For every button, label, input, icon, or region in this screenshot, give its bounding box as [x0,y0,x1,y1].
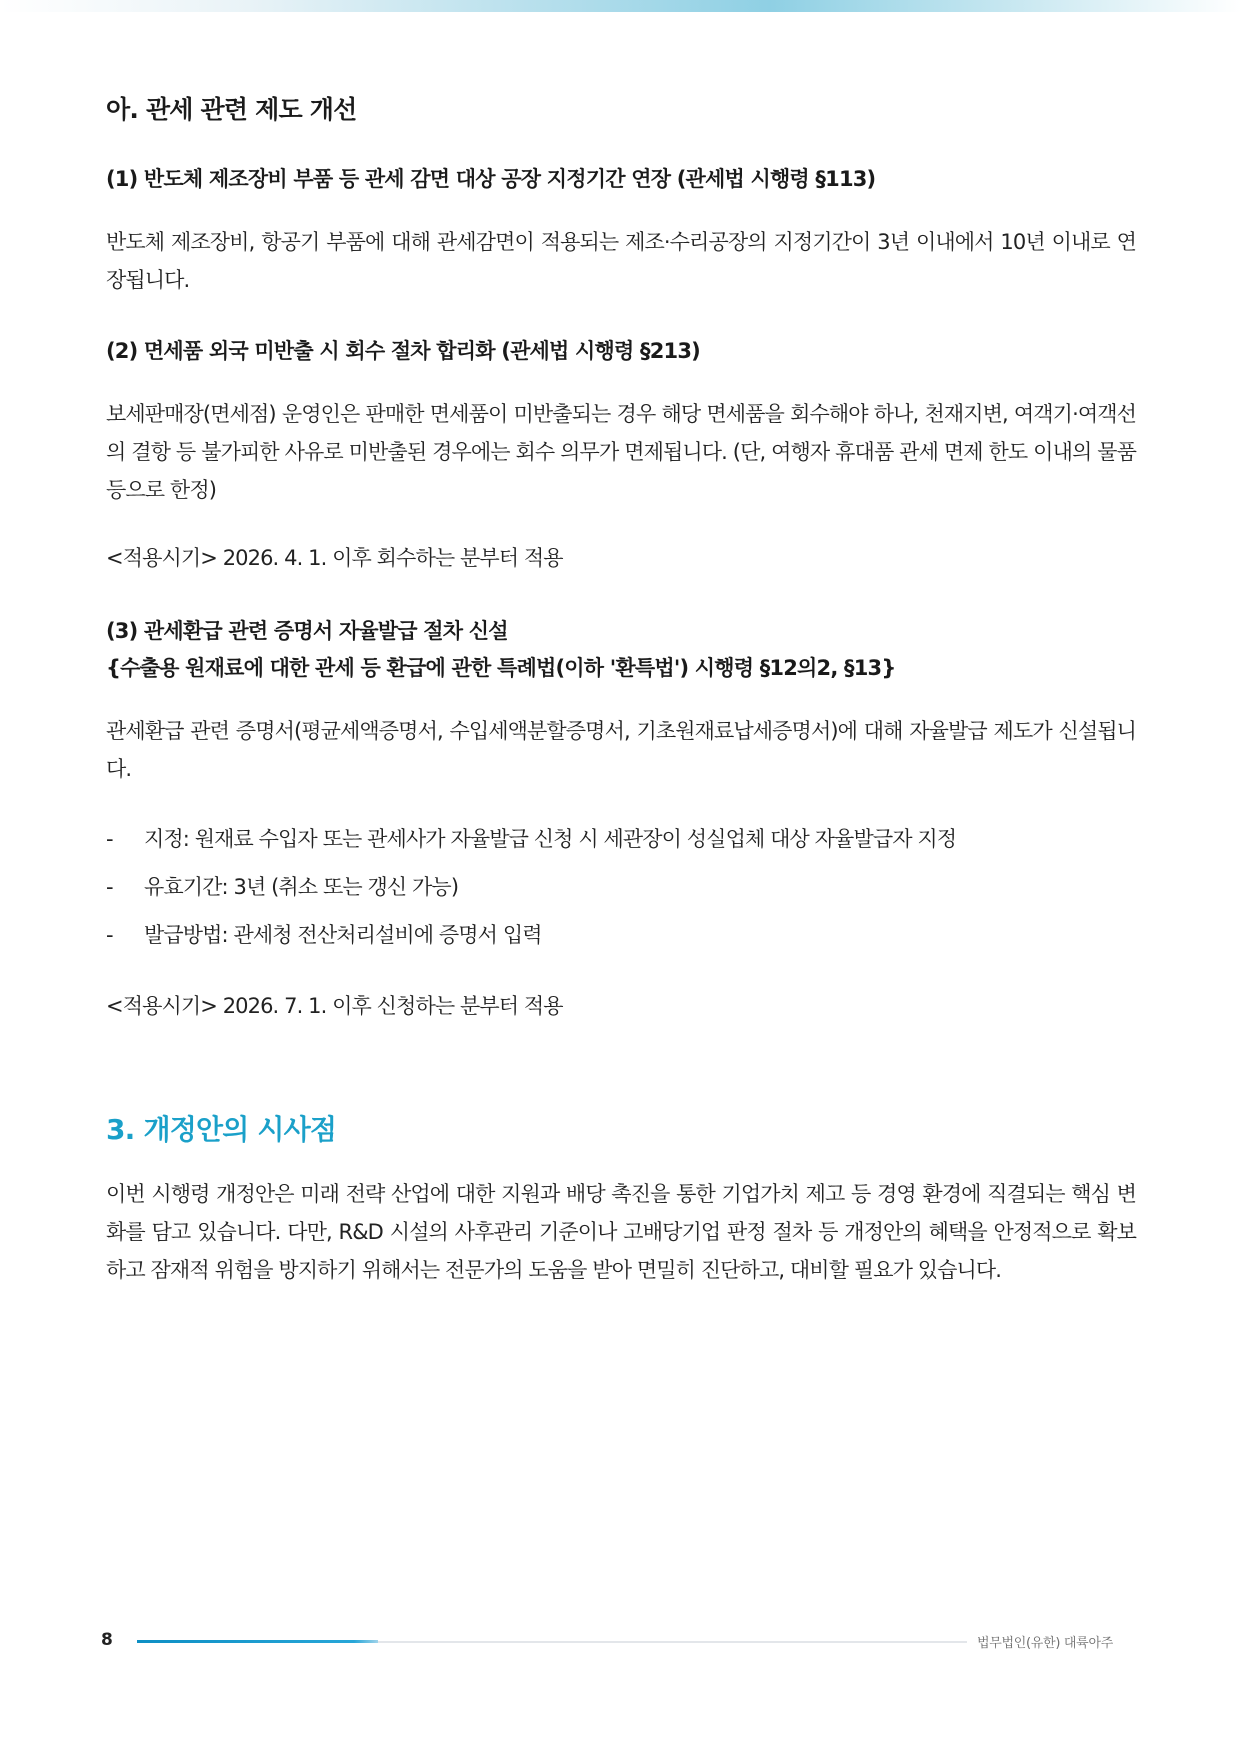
section-heading: 아. 관세 관련 제도 개선 [106,95,357,124]
item-1-title: (1) 반도체 제조장비 부품 등 관세 감면 대상 공장 지정기간 연장 (관세법 시행령 §113) [106,167,876,191]
item-3-title-line2: {수출용 원재료에 대한 관세 등 환급에 관한 특례법(이하 '환특법') 시행령 §12의2, §13} [106,656,896,680]
page-number: 8 [101,1630,113,1650]
item-3-body: 관세환급 관련 증명서(평균세액증명서, 수입세액분할증명서, 기초원재료납세증명서)에 대해 자율발급 제도가 신설됩니다. [106,719,1136,781]
top-gradient-bar [0,0,1241,12]
implications-body: 이번 시행령 개정안은 미래 전략 산업에 대한 지원과 배당 촉진을 통한 기업가치 제고 등 경영 환경에 직결되는 핵심 변화를 담고 있습니다. 다만, R&D 시설의 사후관리 기준이나 고배당기업 판정 절차 등 개정안의 혜택을 안정적으로 확보하고 잠재적 위험을 방지하기 위해서는 전문가의 도움을 받아 면밀히 진단하고, 대비할 필요가 있습니다. [106,1182,1136,1282]
item-2-title: (2) 면세품 외국 미반출 시 회수 절차 합리화 (관세법 시행령 §213) [106,339,700,363]
item-3-title-line1: (3) 관세환급 관련 증명서 자율발급 절차 신설 [106,619,508,643]
item-1-body: 반도체 제조장비, 항공기 부품에 대해 관세감면이 적용되는 제조·수리공장의 지정기간이 3년 이내에서 10년 이내로 연장됩니다. [106,230,1136,292]
bullet-text: 유효기간: 3년 (취소 또는 갱신 가능) [144,875,459,899]
implications-heading: 3. 개정안의 시사점 [106,1113,337,1146]
bullet-dash: - [106,827,113,851]
bullet-text: 발급방법: 관세청 전산처리설비에 증명서 입력 [144,923,542,947]
firm-name: 법무법인(유한) 대륙아주 [977,1636,1113,1651]
footer-divider-accent [137,1640,378,1643]
bullet-dash: - [106,923,113,947]
item-2-effective-date: <적용시기> 2026. 4. 1. 이후 회수하는 분부터 적용 [106,546,563,570]
bullet-dash: - [106,875,113,899]
item-3-effective-date: <적용시기> 2026. 7. 1. 이후 신청하는 분부터 적용 [106,994,563,1018]
bullet-text: 지정: 원재료 수입자 또는 관세사가 자율발급 신청 시 세관장이 성실업체 대상 자율발급자 지정 [144,827,957,851]
item-2-body: 보세판매장(면세점) 운영인은 판매한 면세품이 미반출되는 경우 해당 면세품을 회수해야 하나, 천재지변, 여객기·여객선의 결항 등 불가피한 사유로 미반출된 경우에는 회수 의무가 면제됩니다. (단, 여행자 휴대품 관세 면제 한도 이내의 물품 등으로 한정) [106,402,1136,502]
